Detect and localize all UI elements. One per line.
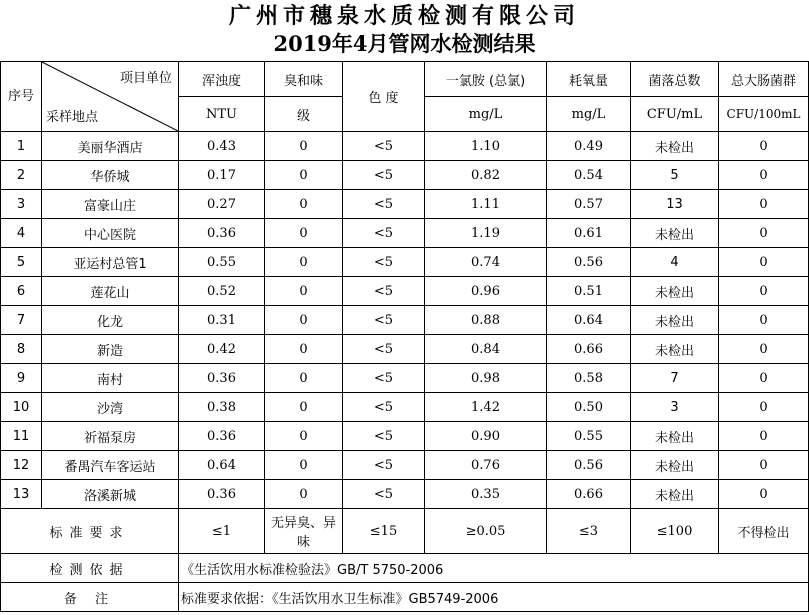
row-chloramine: 0.35	[425, 480, 547, 509]
row-odor: 0	[265, 335, 343, 364]
row-coliform: 0	[719, 306, 809, 335]
row-coliform: 0	[719, 190, 809, 219]
row-oxygen: 0.54	[547, 161, 631, 190]
row-turbidity: 0.36	[179, 480, 265, 509]
row-oxygen: 0.66	[547, 480, 631, 509]
row-odor: 0	[265, 480, 343, 509]
row-chloramine: 0.84	[425, 335, 547, 364]
row-odor: 0	[265, 161, 343, 190]
row-coliform: 0	[719, 393, 809, 422]
row-site: 中心医院	[42, 219, 179, 248]
row-no: 7	[1, 306, 42, 335]
row-color: <5	[343, 161, 425, 190]
table-row	[1, 219, 809, 248]
header-row-names	[1, 62, 809, 97]
standard-oxygen: ≤3	[547, 509, 631, 554]
row-colony: 13	[631, 190, 719, 219]
col-turbidity-unit: NTU	[179, 97, 265, 132]
row-chloramine: 0.74	[425, 248, 547, 277]
row-color: <5	[343, 132, 425, 161]
row-odor: 0	[265, 219, 343, 248]
basis-value: 《生活饮用水标准检验法》GB/T 5750-2006	[179, 554, 809, 583]
row-site: 化龙	[42, 306, 179, 335]
report-subtitle: 2019年4月管网水检测结果	[273, 31, 536, 56]
row-turbidity: 0.55	[179, 248, 265, 277]
row-color: <5	[343, 451, 425, 480]
row-oxygen: 0.64	[547, 306, 631, 335]
row-turbidity: 0.52	[179, 277, 265, 306]
row-colony: 7	[631, 364, 719, 393]
row-oxygen: 0.49	[547, 132, 631, 161]
item-unit-label: 项目单位	[119, 71, 172, 86]
col-turbidity-name: 浑浊度	[179, 62, 265, 97]
results-table	[0, 61, 809, 612]
row-no: 9	[1, 364, 42, 393]
row-turbidity: 0.31	[179, 306, 265, 335]
row-no: 2	[1, 161, 42, 190]
row-colony: 5	[631, 161, 719, 190]
col-oxygen-name: 耗氧量	[547, 62, 631, 97]
row-site: 华侨城	[42, 161, 179, 190]
row-site: 莲花山	[42, 277, 179, 306]
table-row	[1, 190, 809, 219]
col-odor-name: 臭和味	[265, 62, 343, 97]
row-no: 12	[1, 451, 42, 480]
table-row	[1, 335, 809, 364]
standard-turbidity: ≤1	[179, 509, 265, 554]
basis-label: 检测依据	[1, 554, 179, 583]
row-coliform: 0	[719, 364, 809, 393]
row-oxygen: 0.57	[547, 190, 631, 219]
remark-label: 备 注	[1, 583, 179, 612]
row-no: 5	[1, 248, 42, 277]
row-oxygen: 0.55	[547, 422, 631, 451]
row-coliform: 0	[719, 277, 809, 306]
sampling-site-label: 采样地点	[46, 110, 99, 125]
row-site: 富豪山庄	[42, 190, 179, 219]
row-oxygen: 0.58	[547, 364, 631, 393]
col-odor-unit: 级	[265, 97, 343, 132]
standard-odor: 无异臭、异味	[265, 509, 343, 554]
row-chloramine: 0.90	[425, 422, 547, 451]
table-row	[1, 422, 809, 451]
data-rows	[1, 132, 809, 509]
row-oxygen: 0.50	[547, 393, 631, 422]
col-color-name: 色 度	[343, 62, 425, 132]
col-coliform-name: 总大肠菌群	[719, 62, 809, 97]
row-coliform: 0	[719, 335, 809, 364]
row-chloramine: 1.19	[425, 219, 547, 248]
row-turbidity: 0.36	[179, 219, 265, 248]
row-coliform: 0	[719, 480, 809, 509]
row-chloramine: 1.11	[425, 190, 547, 219]
row-no: 3	[1, 190, 42, 219]
row-colony: 未检出	[631, 219, 719, 248]
row-turbidity: 0.17	[179, 161, 265, 190]
col-colony-unit: CFU/mL	[631, 97, 719, 132]
row-odor: 0	[265, 422, 343, 451]
row-color: <5	[343, 393, 425, 422]
row-oxygen: 0.56	[547, 451, 631, 480]
row-color: <5	[343, 480, 425, 509]
seq-header: 序号	[1, 62, 42, 132]
row-no: 1	[1, 132, 42, 161]
row-colony: 未检出	[631, 451, 719, 480]
row-turbidity: 0.64	[179, 451, 265, 480]
row-turbidity: 0.36	[179, 364, 265, 393]
table-row	[1, 451, 809, 480]
row-odor: 0	[265, 306, 343, 335]
row-odor: 0	[265, 248, 343, 277]
row-turbidity: 0.43	[179, 132, 265, 161]
row-site: 番禺汽车客运站	[42, 451, 179, 480]
table-row	[1, 132, 809, 161]
table-row	[1, 393, 809, 422]
row-chloramine: 0.96	[425, 277, 547, 306]
row-colony: 未检出	[631, 306, 719, 335]
row-no: 10	[1, 393, 42, 422]
row-coliform: 0	[719, 132, 809, 161]
table-row	[1, 277, 809, 306]
standard-row	[1, 509, 809, 554]
table-row	[1, 364, 809, 393]
row-colony: 4	[631, 248, 719, 277]
table-row	[1, 248, 809, 277]
row-oxygen: 0.56	[547, 248, 631, 277]
basis-row	[1, 554, 809, 583]
row-color: <5	[343, 219, 425, 248]
col-oxygen-unit: mg/L	[547, 97, 631, 132]
table-row	[1, 306, 809, 335]
row-oxygen: 0.61	[547, 219, 631, 248]
row-colony: 未检出	[631, 480, 719, 509]
row-odor: 0	[265, 364, 343, 393]
standard-chloramine: ≥0.05	[425, 509, 547, 554]
row-coliform: 0	[719, 451, 809, 480]
row-site: 洛溪新城	[42, 480, 179, 509]
row-site: 亚运村总管1	[42, 248, 179, 277]
row-no: 8	[1, 335, 42, 364]
row-coliform: 0	[719, 248, 809, 277]
row-site: 美丽华酒店	[42, 132, 179, 161]
row-no: 6	[1, 277, 42, 306]
row-colony: 3	[631, 393, 719, 422]
row-color: <5	[343, 277, 425, 306]
row-color: <5	[343, 422, 425, 451]
row-odor: 0	[265, 190, 343, 219]
row-oxygen: 0.66	[547, 335, 631, 364]
row-colony: 未检出	[631, 132, 719, 161]
table-row	[1, 480, 809, 509]
row-no: 13	[1, 480, 42, 509]
company-title: 广州市穗泉水质检测有限公司	[228, 4, 580, 29]
standard-label: 标准要求	[1, 509, 179, 554]
row-colony: 未检出	[631, 422, 719, 451]
col-coliform-unit: CFU/100mL	[719, 97, 809, 132]
row-no: 4	[1, 219, 42, 248]
row-odor: 0	[265, 277, 343, 306]
row-oxygen: 0.51	[547, 277, 631, 306]
diagonal-header-cell	[42, 62, 179, 132]
standard-color: ≤15	[343, 509, 425, 554]
row-color: <5	[343, 190, 425, 219]
row-no: 11	[1, 422, 42, 451]
row-site: 新造	[42, 335, 179, 364]
table-row	[1, 161, 809, 190]
row-turbidity: 0.42	[179, 335, 265, 364]
row-coliform: 0	[719, 422, 809, 451]
row-odor: 0	[265, 451, 343, 480]
row-chloramine: 0.76	[425, 451, 547, 480]
remark-row	[1, 583, 809, 612]
row-chloramine: 1.10	[425, 132, 547, 161]
row-chloramine: 0.98	[425, 364, 547, 393]
row-coliform: 0	[719, 161, 809, 190]
col-chloramine-name: 一氯胺 (总氯)	[425, 62, 547, 97]
row-chloramine: 0.88	[425, 306, 547, 335]
row-site: 祈福泵房	[42, 422, 179, 451]
col-chloramine-unit: mg/L	[425, 97, 547, 132]
row-chloramine: 0.82	[425, 161, 547, 190]
row-coliform: 0	[719, 219, 809, 248]
row-color: <5	[343, 306, 425, 335]
report-titles	[0, 0, 809, 57]
row-odor: 0	[265, 393, 343, 422]
row-colony: 未检出	[631, 335, 719, 364]
row-turbidity: 0.38	[179, 393, 265, 422]
col-colony-name: 菌落总数	[631, 62, 719, 97]
row-site: 南村	[42, 364, 179, 393]
row-turbidity: 0.36	[179, 422, 265, 451]
row-odor: 0	[265, 132, 343, 161]
row-color: <5	[343, 335, 425, 364]
remark-value: 标准要求依据：《生活饮用水卫生标准》GB5749-2006	[179, 583, 809, 612]
row-turbidity: 0.27	[179, 190, 265, 219]
standard-colony: ≤100	[631, 509, 719, 554]
standard-coliform: 不得检出	[719, 509, 809, 554]
row-color: <5	[343, 364, 425, 393]
row-colony: 未检出	[631, 277, 719, 306]
row-chloramine: 1.42	[425, 393, 547, 422]
row-site: 沙湾	[42, 393, 179, 422]
row-color: <5	[343, 248, 425, 277]
